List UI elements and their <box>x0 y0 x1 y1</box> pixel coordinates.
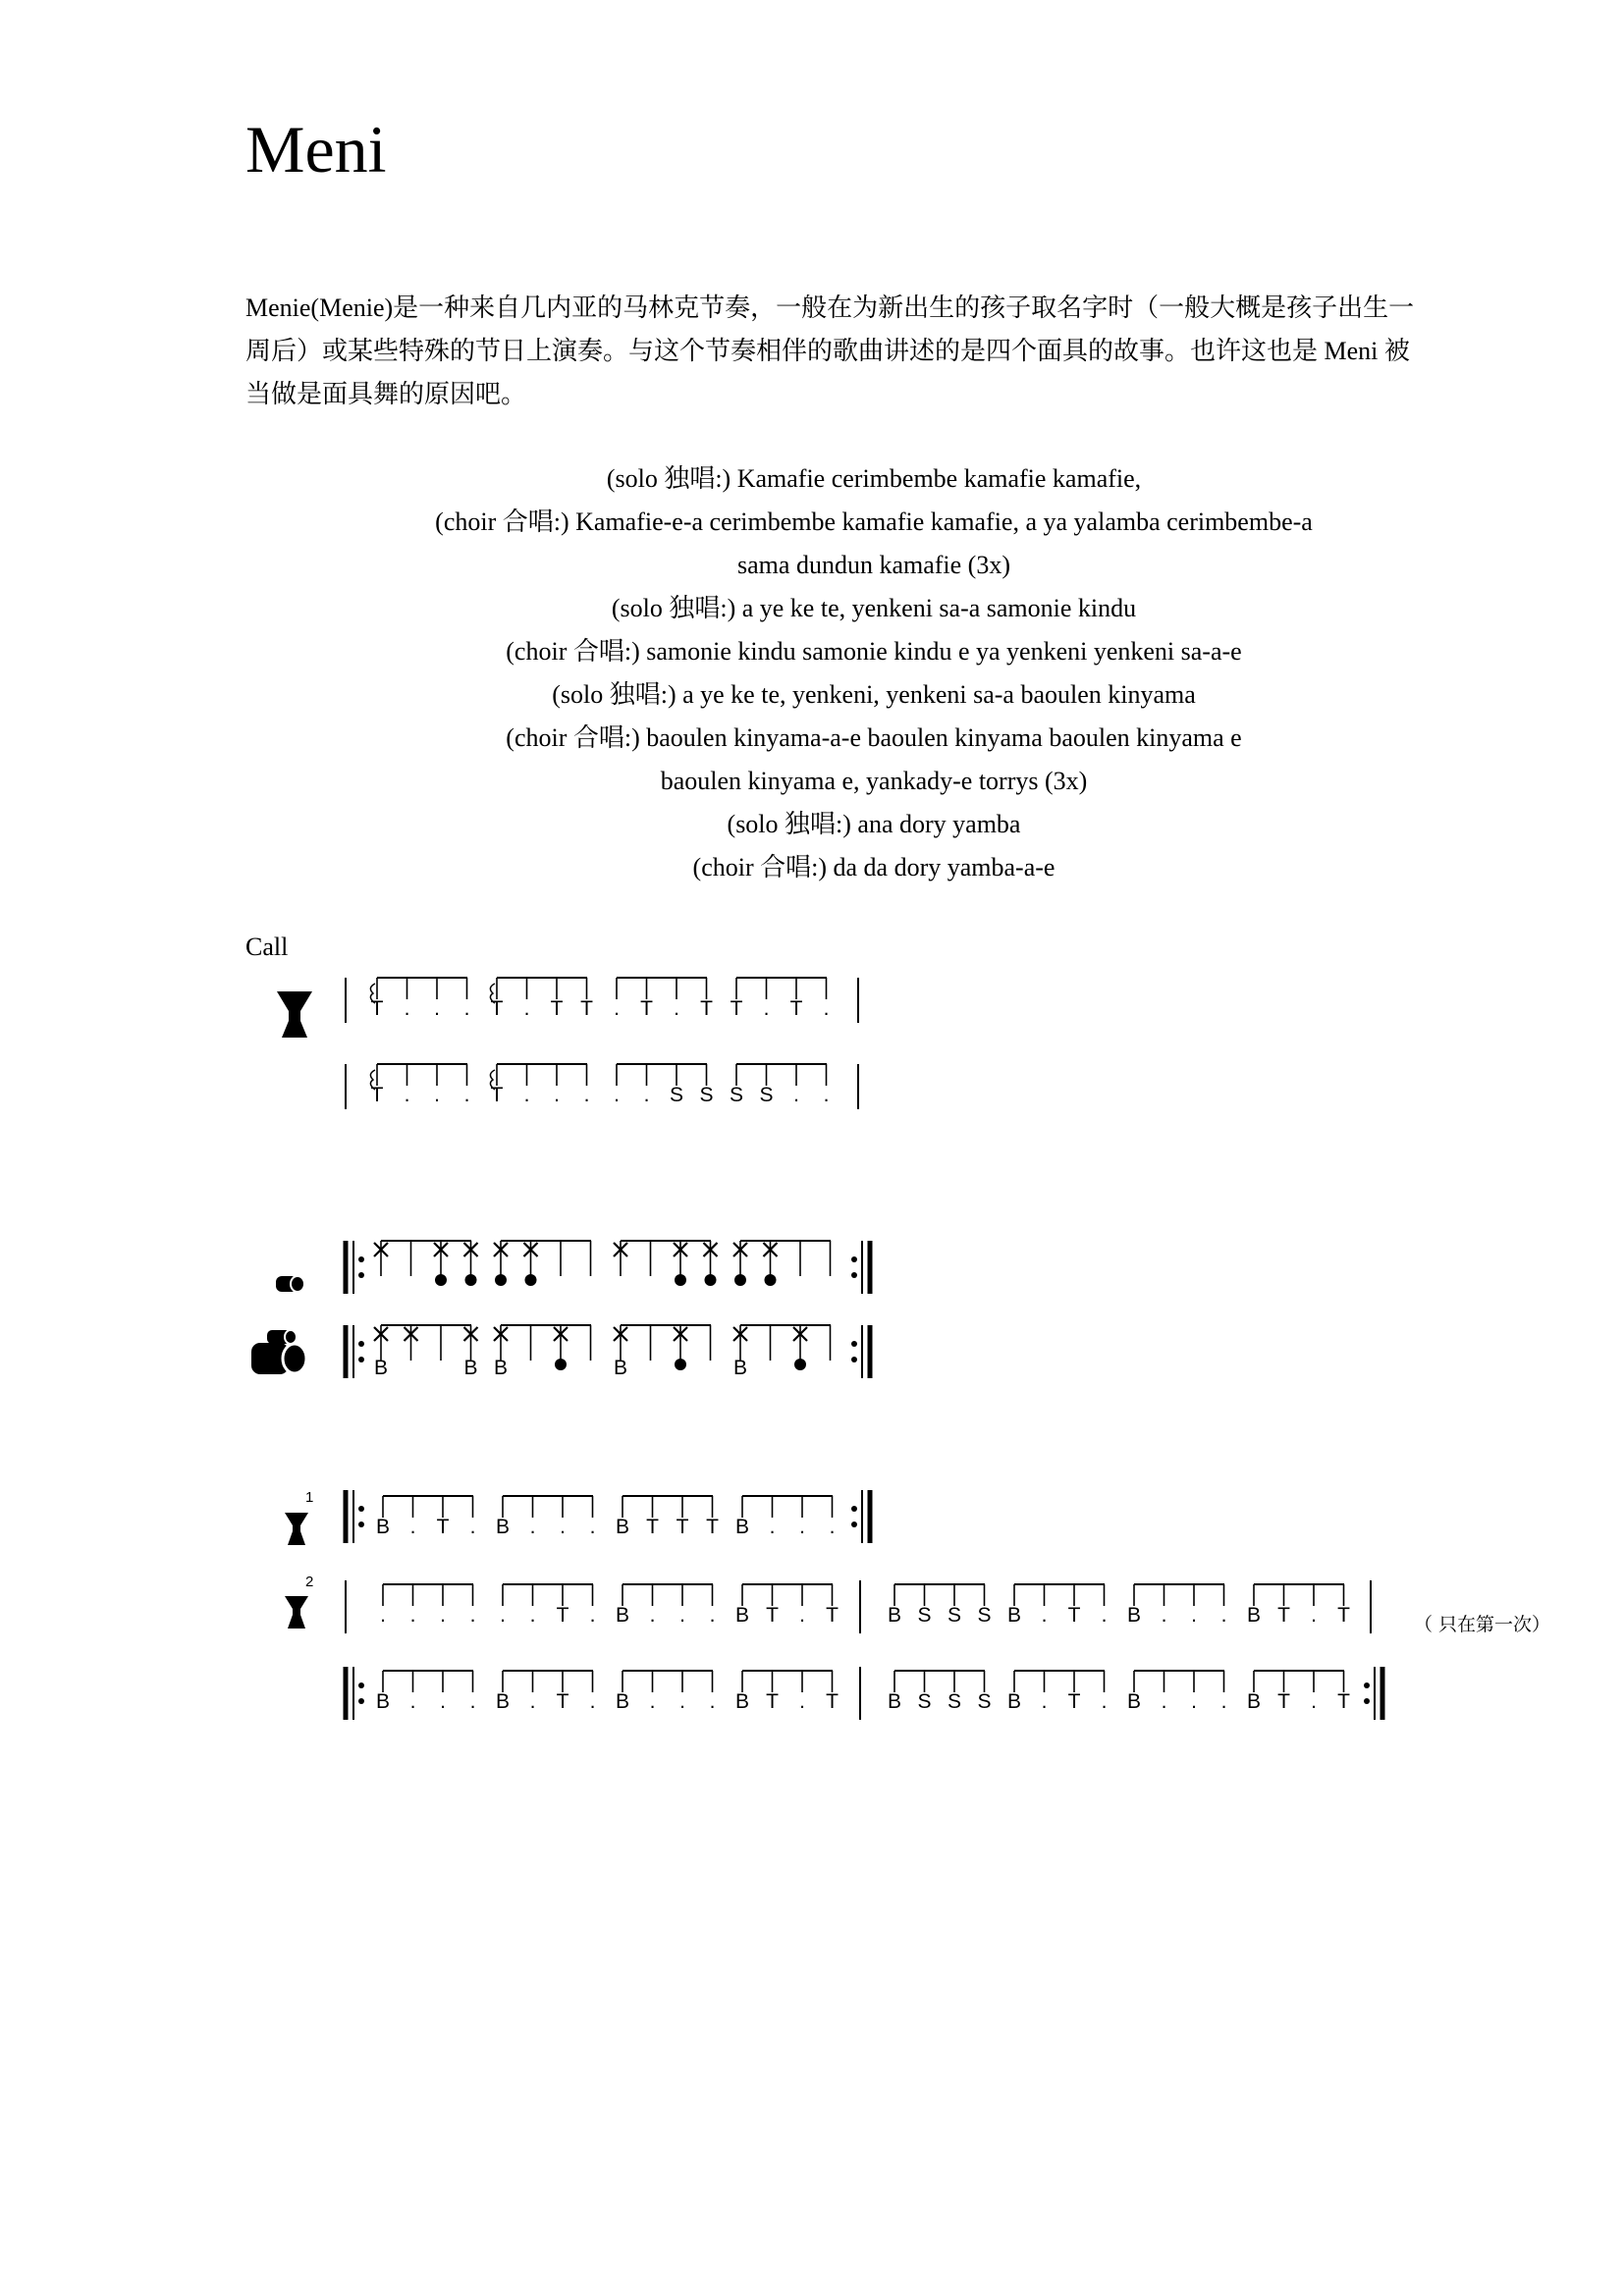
note-rest: . <box>1311 1690 1317 1713</box>
note-S: S <box>947 1690 962 1713</box>
repeat-dot <box>851 1357 857 1362</box>
repeat-dot <box>851 1506 857 1512</box>
lyric-line: (choir 合唱:) baoulen kinyama-a-e baoulen kinyama baoulen kinyama e <box>506 723 1242 752</box>
note-rest: . <box>679 1604 685 1627</box>
note-T: T <box>826 1604 839 1627</box>
lyric-line: (solo 独唱:) a ye ke te, yenkeni sa-a samonie kindu <box>611 594 1137 622</box>
djembe-number-1: 1 <box>305 1489 314 1506</box>
drum-open-stroke <box>765 1274 777 1286</box>
note-T: T <box>1067 1604 1081 1627</box>
note-rest: . <box>440 1690 446 1713</box>
note-B: B <box>1246 1604 1262 1627</box>
note-rest: . <box>649 1604 656 1627</box>
note-rest: . <box>463 997 470 1020</box>
note-B: B <box>495 1516 511 1538</box>
kenkeni-icon <box>276 1276 304 1292</box>
note-rest: . <box>1101 1690 1108 1713</box>
note-B: B <box>375 1690 391 1713</box>
note-B: B <box>615 1690 630 1713</box>
note-B: B <box>495 1690 511 1713</box>
note-S: S <box>977 1604 992 1627</box>
lyric-line: (solo 独唱:) Kamafie cerimbembe kamafie kamafie, <box>606 464 1142 493</box>
drum-open-stroke <box>525 1274 537 1286</box>
note-rest: . <box>1220 1604 1227 1627</box>
note-rest: . <box>409 1690 416 1713</box>
repeat-dot <box>358 1522 364 1527</box>
repeat-dot <box>358 1357 364 1362</box>
note-rest: . <box>614 997 620 1020</box>
note-T: T <box>1277 1690 1290 1713</box>
drum-stroke-B: B <box>463 1357 478 1379</box>
note-B: B <box>1126 1690 1142 1713</box>
note-rest: . <box>1191 1604 1197 1627</box>
note-B: B <box>1246 1690 1262 1713</box>
djembe-1-icon <box>285 1489 313 1545</box>
note-rest: . <box>829 1516 836 1538</box>
repeat-dot <box>358 1256 364 1262</box>
drum-open-stroke <box>675 1274 686 1286</box>
note-T: T <box>789 997 803 1020</box>
note-rest: . <box>434 1084 440 1106</box>
note-rest: . <box>380 1604 386 1627</box>
note-rest: . <box>583 1084 590 1106</box>
note-S: S <box>759 1084 774 1106</box>
note-rest: . <box>440 1604 446 1627</box>
note-T: T <box>640 997 653 1020</box>
drum-open-stroke <box>734 1274 746 1286</box>
note-B: B <box>1126 1604 1142 1627</box>
note-T: T <box>436 1516 450 1538</box>
drum-open-stroke <box>495 1274 507 1286</box>
repeat-dot <box>358 1682 364 1688</box>
note-B: B <box>375 1516 391 1538</box>
note-rest: . <box>529 1516 536 1538</box>
repeat-dot <box>358 1698 364 1704</box>
drum-open-stroke <box>465 1274 477 1286</box>
lyric-line: (solo 独唱:) ana dory yamba <box>727 810 1021 838</box>
note-T: T <box>370 997 384 1020</box>
note-rest: . <box>589 1604 596 1627</box>
repeat-dot <box>358 1341 364 1347</box>
note-rest: . <box>769 1516 776 1538</box>
note-rest: . <box>1191 1690 1197 1713</box>
note-B: B <box>887 1604 902 1627</box>
note-rest: . <box>709 1690 716 1713</box>
note-T: T <box>550 997 564 1020</box>
call-section-label: Call <box>245 933 289 961</box>
note-S: S <box>947 1604 962 1627</box>
first-time-note: （ 只在第一次） <box>1414 1614 1551 1635</box>
note-rest: . <box>500 1604 506 1627</box>
note-rest: . <box>1311 1604 1317 1627</box>
note-rest: . <box>763 997 770 1020</box>
note-T: T <box>676 1516 689 1538</box>
note-S: S <box>729 1084 744 1106</box>
repeat-dot <box>358 1272 364 1278</box>
note-rest: . <box>529 1690 536 1713</box>
note-T: T <box>556 1690 569 1713</box>
note-T: T <box>700 997 713 1020</box>
note-B: B <box>734 1690 750 1713</box>
note-rest: . <box>1161 1690 1167 1713</box>
repeat-dot <box>358 1506 364 1512</box>
note-rest: . <box>799 1690 805 1713</box>
note-B: B <box>1006 1690 1022 1713</box>
note-T: T <box>1337 1604 1350 1627</box>
note-rest: . <box>523 997 530 1020</box>
note-rest: . <box>463 1084 470 1106</box>
note-rest: . <box>649 1690 656 1713</box>
note-T: T <box>490 1084 504 1106</box>
djembe-2-icon <box>285 1574 313 1629</box>
note-T: T <box>646 1516 659 1538</box>
note-T: T <box>730 997 743 1020</box>
lyric-line: (choir 合唱:) da da dory yamba-a-e <box>692 853 1056 881</box>
note-T: T <box>580 997 593 1020</box>
note-T: T <box>706 1516 719 1538</box>
drum-stroke-B: B <box>373 1357 389 1379</box>
note-rest: . <box>823 997 830 1020</box>
drum-stroke-B: B <box>493 1357 509 1379</box>
note-B: B <box>887 1690 902 1713</box>
note-rest: . <box>404 1084 410 1106</box>
drum-open-stroke <box>705 1274 717 1286</box>
note-T: T <box>766 1690 779 1713</box>
note-T: T <box>1337 1690 1350 1713</box>
drum-stroke-B: B <box>613 1357 628 1379</box>
note-rest: . <box>1101 1604 1108 1627</box>
note-rest: . <box>679 1690 685 1713</box>
repeat-dot <box>851 1341 857 1347</box>
note-B: B <box>734 1516 750 1538</box>
lyric-line: baoulen kinyama e, yankady-e torrys (3x) <box>660 767 1088 795</box>
note-T: T <box>1277 1604 1290 1627</box>
note-rest: . <box>674 997 679 1020</box>
note-S: S <box>669 1084 684 1106</box>
note-rest: . <box>1041 1690 1048 1713</box>
dundun-set-icon <box>251 1330 306 1374</box>
note-rest: . <box>1161 1604 1167 1627</box>
lyric-line: sama dundun kamafie (3x) <box>737 551 1010 579</box>
note-rest: . <box>799 1604 805 1627</box>
drum-open-stroke <box>435 1274 447 1286</box>
note-rest: . <box>409 1604 416 1627</box>
note-S: S <box>917 1690 932 1713</box>
note-T: T <box>826 1690 839 1713</box>
repeat-dot <box>851 1272 857 1278</box>
note-S: S <box>699 1084 714 1106</box>
note-rest: . <box>823 1084 830 1106</box>
note-rest: . <box>523 1084 530 1106</box>
note-T: T <box>490 997 504 1020</box>
note-rest: . <box>1220 1690 1227 1713</box>
note-B: B <box>615 1516 630 1538</box>
page-title: Meni <box>245 112 387 187</box>
note-rest: . <box>709 1604 716 1627</box>
djembe-number-2: 2 <box>305 1574 314 1590</box>
note-rest: . <box>409 1516 416 1538</box>
note-rest: . <box>643 1084 650 1106</box>
djembe-icon <box>277 991 312 1038</box>
note-S: S <box>977 1690 992 1713</box>
note-rest: . <box>469 1516 476 1538</box>
note-rest: . <box>1041 1604 1048 1627</box>
note-rest: . <box>614 1084 620 1106</box>
drum-open-stroke <box>675 1359 686 1370</box>
note-rest: . <box>434 997 440 1020</box>
note-B: B <box>615 1604 630 1627</box>
lyric-line: (choir 合唱:) Kamafie-e-a cerimbembe kamafie kamafie, a ya yalamba cerimbembe-a <box>435 507 1313 536</box>
note-rest: . <box>560 1516 566 1538</box>
note-B: B <box>1006 1604 1022 1627</box>
lyric-line: (solo 独唱:) a ye ke te, yenkeni, yenkeni sa-a baoulen kinyama <box>552 680 1196 709</box>
note-rest: . <box>469 1690 476 1713</box>
note-rest: . <box>799 1516 805 1538</box>
repeat-dot <box>1364 1698 1370 1704</box>
note-T: T <box>766 1604 779 1627</box>
note-rest: . <box>404 997 410 1020</box>
note-rest: . <box>793 1084 799 1106</box>
note-rest: . <box>529 1604 536 1627</box>
lyric-line: (choir 合唱:) samonie kindu samonie kindu e ya yenkeni yenkeni sa-a-e <box>506 637 1242 666</box>
note-T: T <box>556 1604 569 1627</box>
drum-open-stroke <box>555 1359 567 1370</box>
note-rest: . <box>554 1084 560 1106</box>
note-T: T <box>1067 1690 1081 1713</box>
repeat-dot <box>851 1256 857 1262</box>
repeat-dot <box>1364 1682 1370 1688</box>
note-T: T <box>370 1084 384 1106</box>
drum-open-stroke <box>794 1359 806 1370</box>
note-rest: . <box>469 1604 476 1627</box>
note-rest: . <box>589 1690 596 1713</box>
intro-paragraph: Menie(Menie)是一种来自几内亚的马林克节奏，一般在为新出生的孩子取名字时（一般大概是孩子出生一周后）或某些特殊的节日上演奏。与这个节奏相伴的歌曲讲述的是四个面具的故事。也许这也是 Meni 被当做是面具舞的原因吧。 <box>245 294 1415 408</box>
note-S: S <box>917 1604 932 1627</box>
note-B: B <box>734 1604 750 1627</box>
repeat-dot <box>851 1522 857 1527</box>
note-rest: . <box>589 1516 596 1538</box>
drum-stroke-B: B <box>732 1357 748 1379</box>
